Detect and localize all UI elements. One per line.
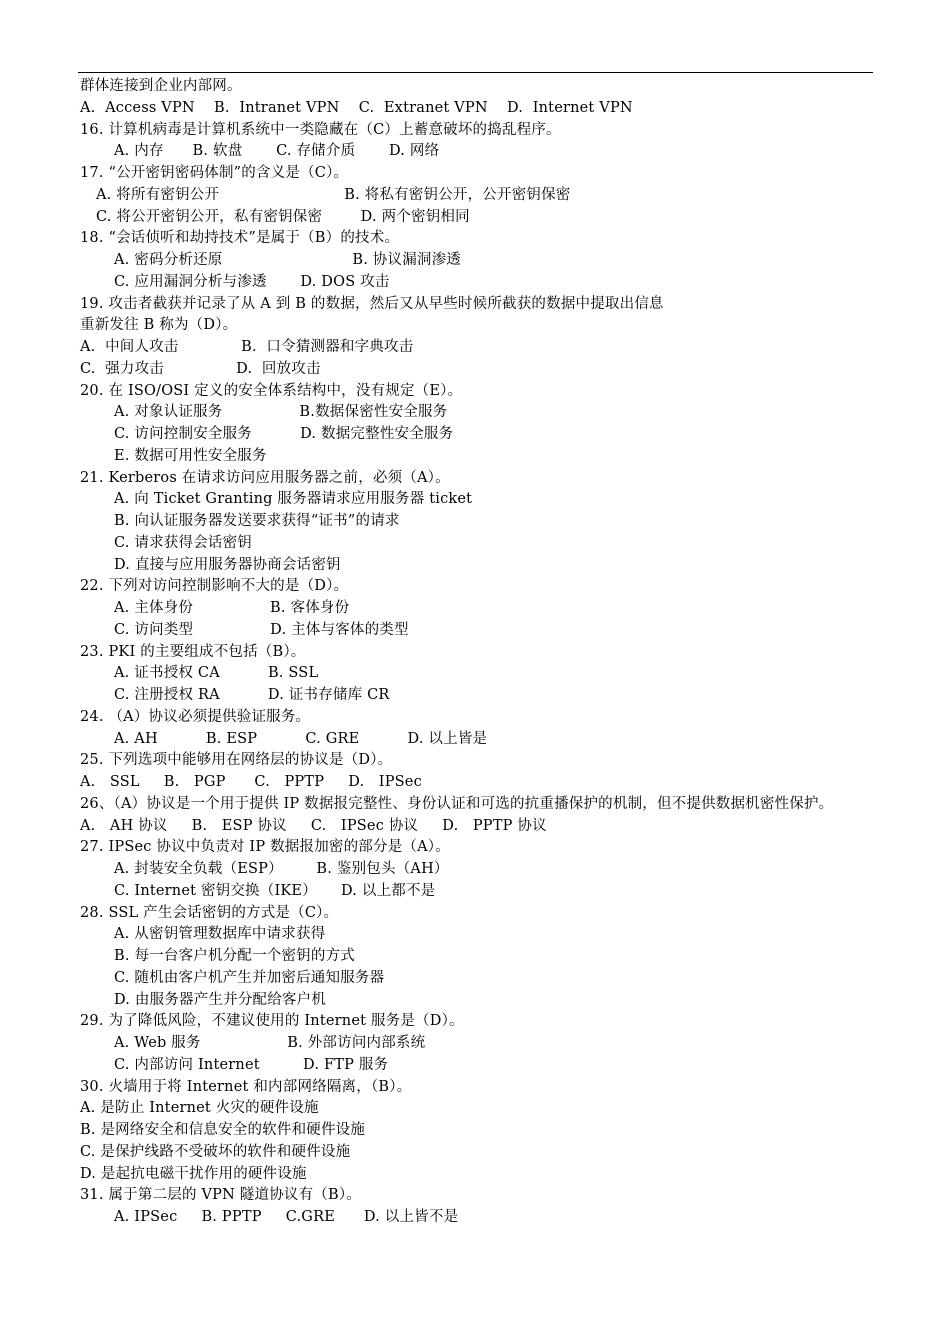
option-line: A. SSL B. PGP C. PPTP D. IPSec — [80, 774, 422, 790]
option-line: C. 内部访问 Internet D. FTP 服务 — [114, 1056, 389, 1073]
question-24: 24. （A）协议必须提供验证服务。 — [80, 708, 311, 725]
question-20: 20. 在 ISO/OSI 定义的安全体系结构中，没有规定（E）。 — [80, 382, 463, 399]
option-line: C. Internet 密钥交换（IKE） D. 以上都不是 — [114, 882, 436, 899]
option-line: A. 证书授权 CA B. SSL — [114, 665, 319, 682]
option-line: A. IPSec B. PPTP C.GRE D. 以上皆不是 — [114, 1209, 459, 1225]
question-22: 22. 下列对访问控制影响不大的是（D）。 — [80, 578, 349, 595]
option-line: C. 将公开密钥公开，私有密钥保密 D. 两个密钥相同 — [96, 208, 470, 225]
option-line: D. 由服务器产生并分配给客户机 — [114, 991, 327, 1008]
option-line: C. 是保护线路不受破坏的软件和硬件设施 — [80, 1143, 351, 1160]
question-31: 31. 属于第二层的 VPN 隧道协议有（B）。 — [80, 1187, 362, 1204]
option-line: A. 将所有密钥公开 B. 将私有密钥公开，公开密钥保密 — [96, 186, 571, 203]
question-18: 18. “会话侦听和劫持技术”是属于（B）的技术。 — [80, 230, 400, 247]
option-line: C. 访问类型 D. 主体与客体的类型 — [114, 621, 409, 638]
option-line: A. 密码分析还原 B. 协议漏洞渗透 — [114, 252, 462, 268]
header-rule — [78, 72, 873, 73]
option-line: E. 数据可用性安全服务 — [114, 447, 267, 464]
option-line: A. 从密钥管理数据库中请求获得 — [114, 926, 326, 943]
question-17: 17. “公开密钥密码体制”的含义是（C）。 — [80, 165, 349, 181]
text-line: 群体连接到企业内部网。 — [80, 78, 242, 94]
question-27: 27. IPSec 协议中负责对 IP 数据报加密的部分是（A）。 — [80, 839, 450, 856]
option-line: B. 是网络安全和信息安全的软件和硬件设施 — [80, 1122, 366, 1138]
option-line: B. 向认证服务器发送要求获得“证书”的请求 — [114, 513, 400, 529]
option-line: A. Web 服务 B. 外部访问内部系统 — [114, 1035, 426, 1051]
option-line: C. 强力攻击 D. 回放攻击 — [80, 360, 321, 377]
option-line: B. 每一台客户机分配一个密钥的方式 — [114, 948, 355, 964]
option-line: C. 注册授权 RA D. 证书存储库 CR — [114, 687, 390, 703]
option-line: A. 内存 B. 软盘 C. 存储介质 D. 网络 — [114, 143, 440, 160]
question-30: 30. 火墙用于将 Internet 和内部网络隔离，（B）。 — [80, 1078, 412, 1095]
question-23: 23. PKI 的主要组成不包括（B）。 — [80, 643, 306, 660]
option-line: A. 主体身份 B. 客体身份 — [114, 600, 350, 616]
document-body — [80, 76, 872, 1229]
option-line: D. 是起抗电磁干扰作用的硬件设施 — [80, 1165, 307, 1182]
question-19-cont: 重新发往 B 称为（D）。 — [80, 317, 238, 334]
option-line: C. 请求获得会话密钥 — [114, 534, 252, 551]
option-line: A. 向 Ticket Granting 服务器请求应用服务器 ticket — [114, 491, 473, 508]
option-line: A. 封装安全负载（ESP） B. 鉴别包头（AH） — [114, 861, 449, 877]
option-line: A. AH B. ESP C. GRE D. 以上皆是 — [114, 730, 488, 747]
option-line: A. 中间人攻击 B. 口令猜测器和字典攻击 — [80, 339, 414, 355]
question-25: 25. 下列选项中能够用在网络层的协议是（D）。 — [80, 752, 393, 769]
option-line: A. 是防止 Internet 火灾的硬件设施 — [80, 1100, 319, 1117]
option-line: C. 随机由客户机产生并加密后通知服务器 — [114, 969, 385, 986]
question-16: 16. 计算机病毒是计算机系统中一类隐藏在（C）上蓄意破坏的捣乱程序。 — [80, 121, 561, 138]
option-line: A. 对象认证服务 B.数据保密性安全服务 — [114, 404, 448, 421]
question-29: 29. 为了降低风险，不建议使用的 Internet 服务是（D）。 — [80, 1013, 464, 1030]
question-19: 19. 攻击者截获并记录了从 A 到 B 的数据，然后又从早些时候所截获的数据中提取出信息 — [80, 295, 664, 312]
option-line: C. 应用漏洞分析与渗透 D. DOS 攻击 — [114, 273, 390, 290]
option-line: D. 直接与应用服务器协商会话密钥 — [114, 556, 341, 573]
option-line: A. Access VPN B. Intranet VPN C. Extranet VPN D. Internet VPN — [80, 99, 633, 116]
question-21: 21. Kerberos 在请求访问应用服务器之前，必须（A）。 — [80, 469, 450, 486]
question-26: 26、（A）协议是一个用于提供 IP 数据报完整性、身份认证和可选的抗重播保护的机制，但不提供数据机密性保护。 — [80, 795, 834, 812]
question-28: 28. SSL 产生会话密钥的方式是（C）。 — [80, 904, 339, 921]
option-line: A. AH 协议 B. ESP 协议 C. IPSec 协议 D. PPTP 协议 — [80, 817, 547, 834]
option-line: C. 访问控制安全服务 D. 数据完整性安全服务 — [114, 426, 454, 442]
